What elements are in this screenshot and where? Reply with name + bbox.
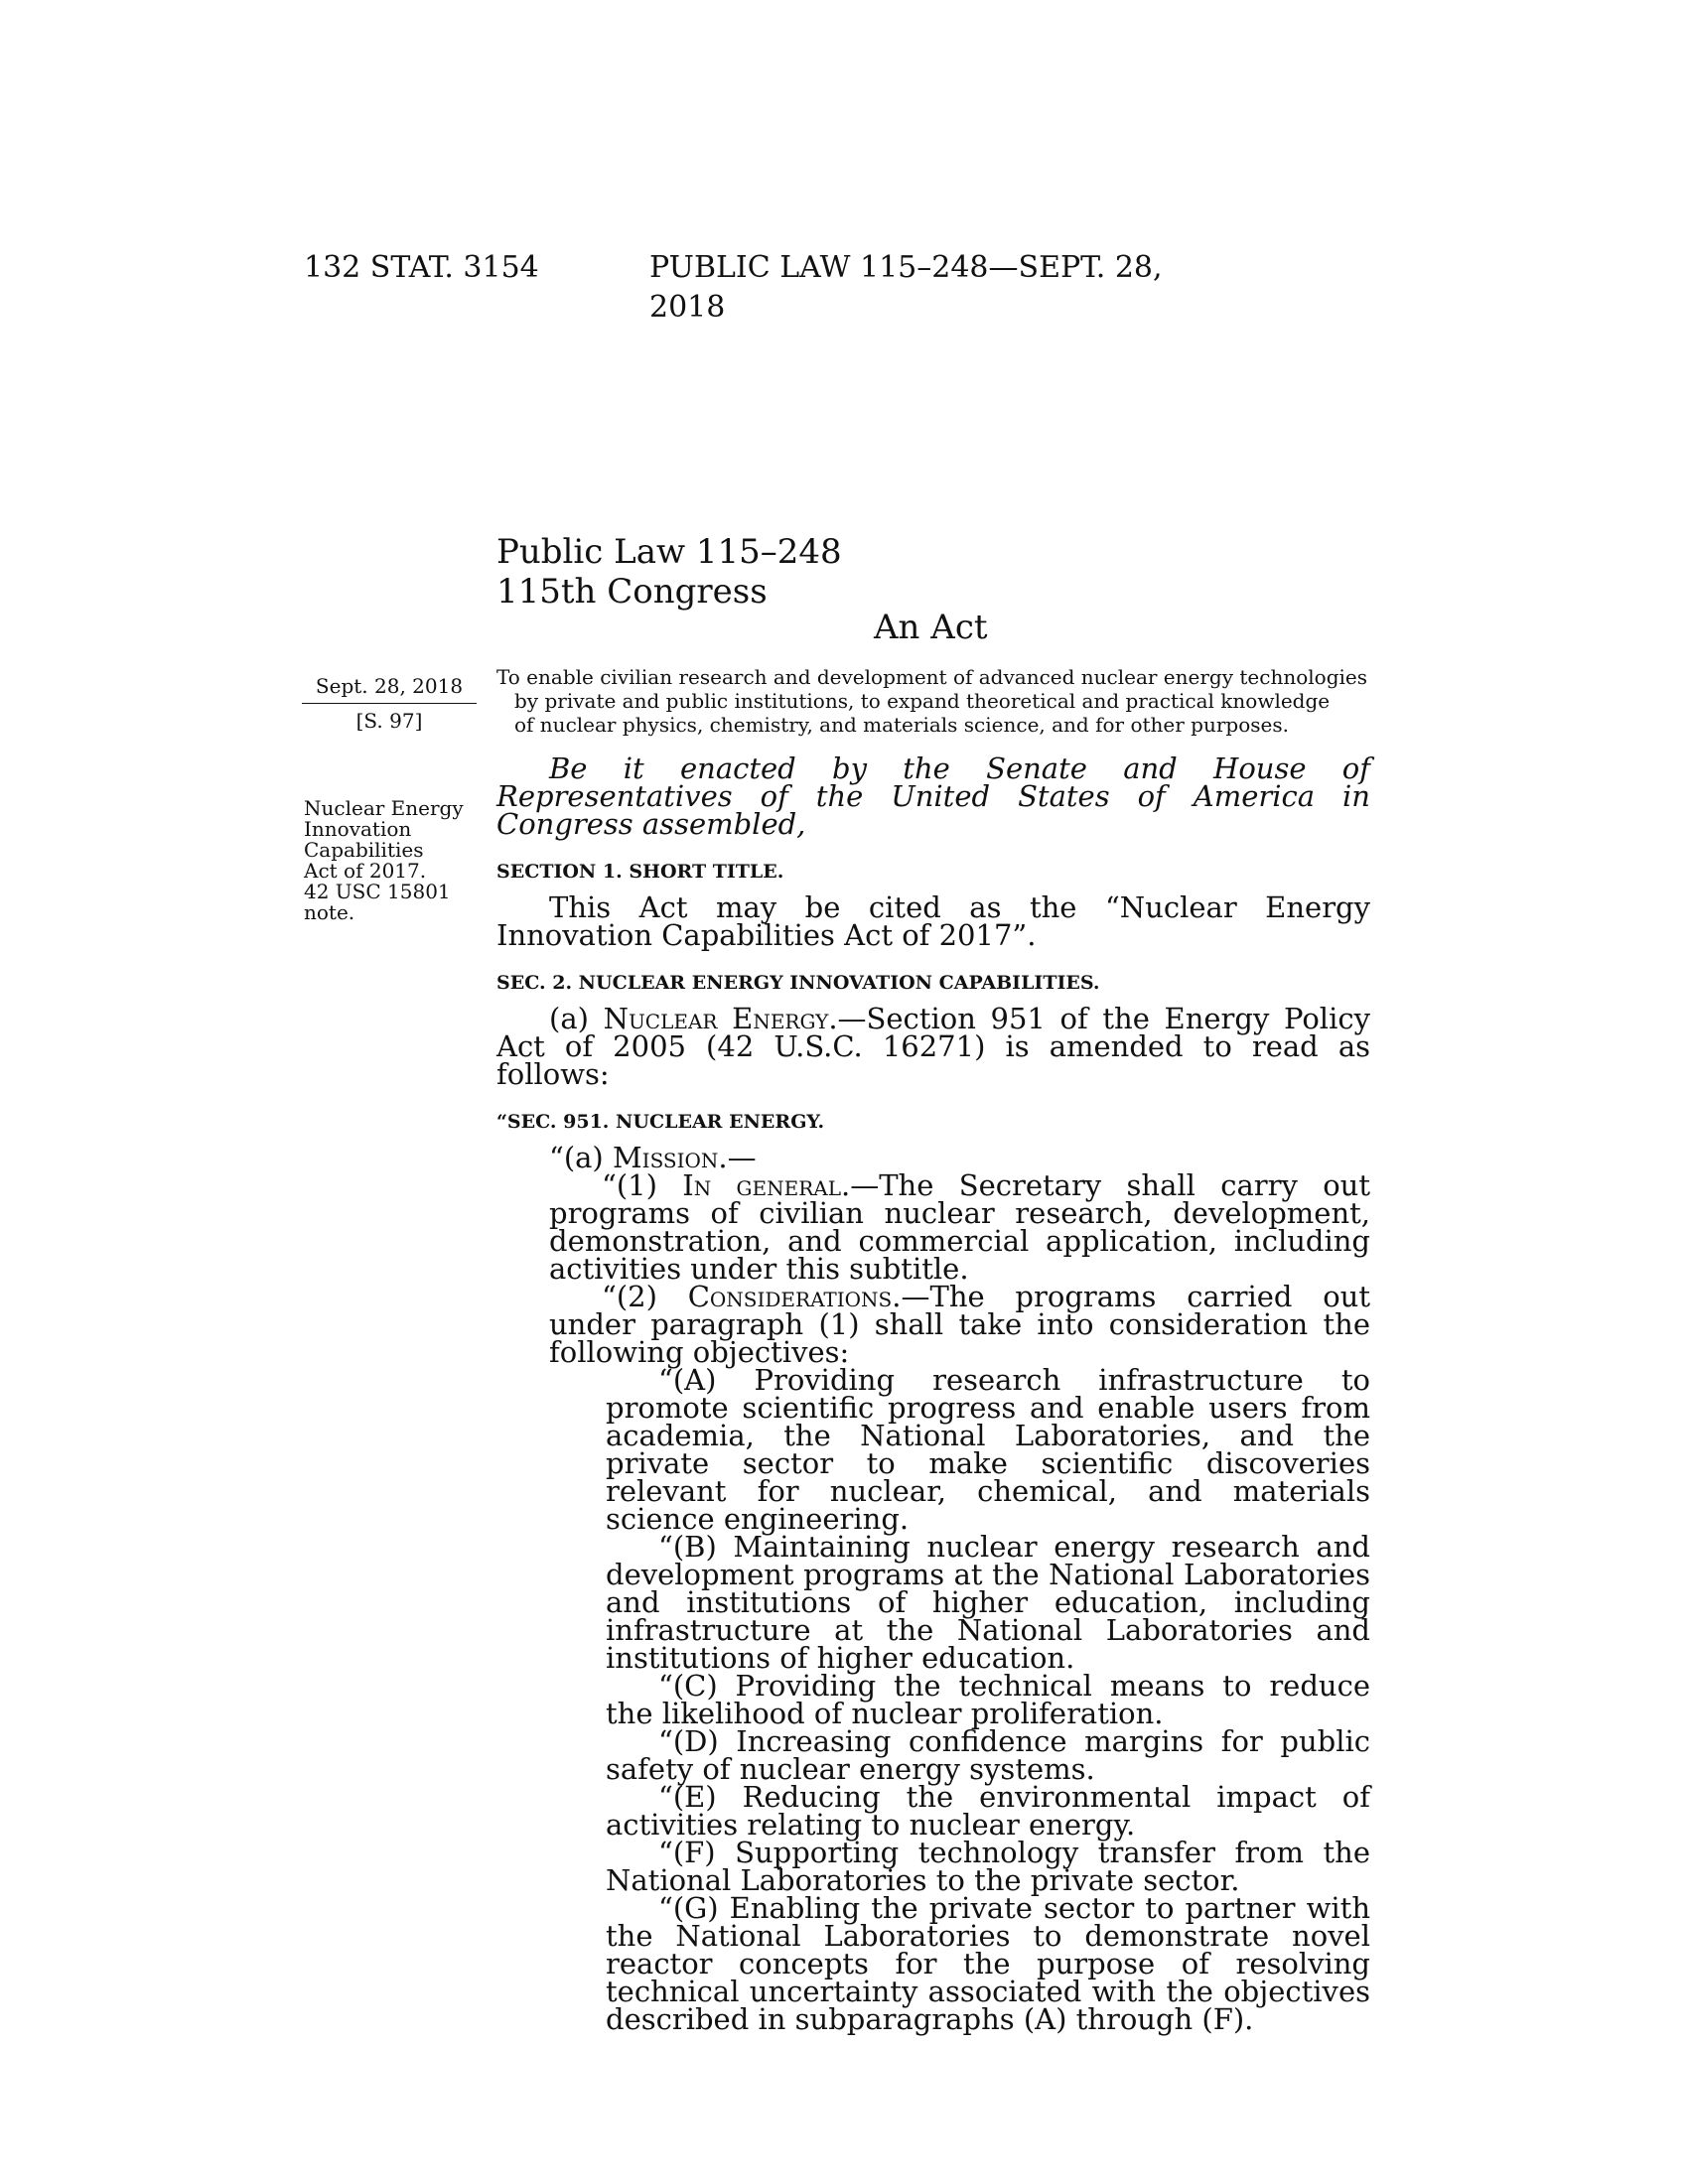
mission-caption: Mission xyxy=(612,1141,719,1174)
enacting-clause: Be it enacted by the Senate and House of Representatives of the United States of America in Congress assembled, xyxy=(496,751,1370,841)
subparagraph-c: “(C) Providing the technical means to reduce the likelihood of nuclear proliferation. xyxy=(606,1669,1370,1730)
subsection-caption: Nuclear Energy xyxy=(603,1002,829,1035)
mission-subsection xyxy=(496,1141,1370,1174)
section-1-text: This Act may be cited as the “Nuclear Energy Innovation Capabilities Act of 2017”. xyxy=(496,890,1370,952)
purpose-statement xyxy=(496,665,1370,737)
sidebar-note-line: Capabilities xyxy=(304,838,424,862)
section-2-heading: SEC. 2. NUCLEAR ENERGY INNOVATION CAPABILITIES. xyxy=(496,972,1100,994)
law-title-block xyxy=(496,532,842,612)
sidebar-note-line: 42 USC 15801 xyxy=(304,880,451,903)
stat-citation: 132 STAT. 3154 xyxy=(304,250,539,285)
running-head-title: PUBLIC LAW 115–248—SEPT. 28, 2018 xyxy=(649,250,1163,325)
purpose-line: of nuclear physics, chemistry, and materials science, and for other purposes. xyxy=(514,713,1289,737)
sidebar-date-block xyxy=(302,673,477,734)
section-951-heading: “SEC. 951. NUCLEAR ENERGY. xyxy=(496,1111,825,1133)
sidebar-divider xyxy=(302,703,477,704)
running-header xyxy=(304,248,1237,325)
subsection-a xyxy=(496,1002,1370,1091)
section-1-heading: SECTION 1. SHORT TITLE. xyxy=(496,861,784,883)
subsection-label: (a) xyxy=(549,1002,604,1035)
paragraph-text: .—The Secretary shall carry out programs of civilian nuclear research, development, demonstration, and commercial application, including activities under this subtitle. xyxy=(549,1168,1370,1286)
paragraph-label: “(1) xyxy=(602,1168,683,1202)
sidebar-note-line: Innovation xyxy=(304,817,412,841)
mission-label: “(a) xyxy=(549,1141,613,1174)
paragraph-1 xyxy=(496,1168,1370,1286)
paragraph-caption: In general xyxy=(682,1168,841,1202)
paragraph-caption: Considerations xyxy=(687,1280,893,1313)
public-law-number: Public Law 115–248 xyxy=(496,532,842,572)
sidebar-note xyxy=(304,798,483,923)
bill-number: [S. 97] xyxy=(355,709,423,733)
main-body xyxy=(496,751,1371,2036)
sidebar-note-line: Nuclear Energy xyxy=(304,796,464,820)
paragraph-2 xyxy=(496,1280,1371,1369)
purpose-line: To enable civilian research and development of advanced nuclear energy technologies xyxy=(496,665,1367,689)
subparagraph-d: “(D) Increasing confidence margins for public safety of nuclear energy systems. xyxy=(606,1724,1370,1786)
paragraph-label: “(2) xyxy=(602,1280,688,1313)
subparagraph-b: “(B) Maintaining nuclear energy research and development programs at the National Laboratories and institutions of higher education, including infrastructure at the National Laboratories and institutions of higher education. xyxy=(606,1530,1370,1675)
an-act-heading: An Act xyxy=(874,608,988,647)
sidebar-note-line: note. xyxy=(304,900,355,924)
subparagraph-a: “(A) Providing research infrastructure to promote scientific progress and enable users from academia, the National Laboratories, and the private sector to make scientific discoveries relevant for nuclear, chemical, and materials science engineering. xyxy=(606,1363,1370,1536)
subparagraph-e: “(E) Reducing the environmental impact of activities relating to nuclear energy. xyxy=(606,1780,1370,1842)
subparagraph-g: “(G) Enabling the private sector to partner with the National Laboratories to demonstrate novel reactor concepts for the purpose of resolving technical uncertainty associated with the objectives described in subparagraphs (A) through (F). xyxy=(606,1891,1370,2036)
mission-dash: .— xyxy=(718,1141,757,1174)
purpose-line: by private and public institutions, to expand theoretical and practical knowledge xyxy=(514,689,1331,713)
paragraph-text: .—The programs carried out under paragraph (1) shall take into consideration the following objectives: xyxy=(549,1280,1371,1369)
sidebar-note-line: Act of 2017. xyxy=(304,859,427,883)
subparagraph-f: “(F) Supporting technology transfer from the National Laboratories to the private sector. xyxy=(606,1836,1370,1897)
enactment-date: Sept. 28, 2018 xyxy=(315,674,464,698)
subsection-text: .—Section 951 of the Energy Policy Act of 2005 (42 U.S.C. 16271) is amended to read as follows: xyxy=(496,1002,1370,1091)
congress-number: 115th Congress xyxy=(496,572,768,612)
